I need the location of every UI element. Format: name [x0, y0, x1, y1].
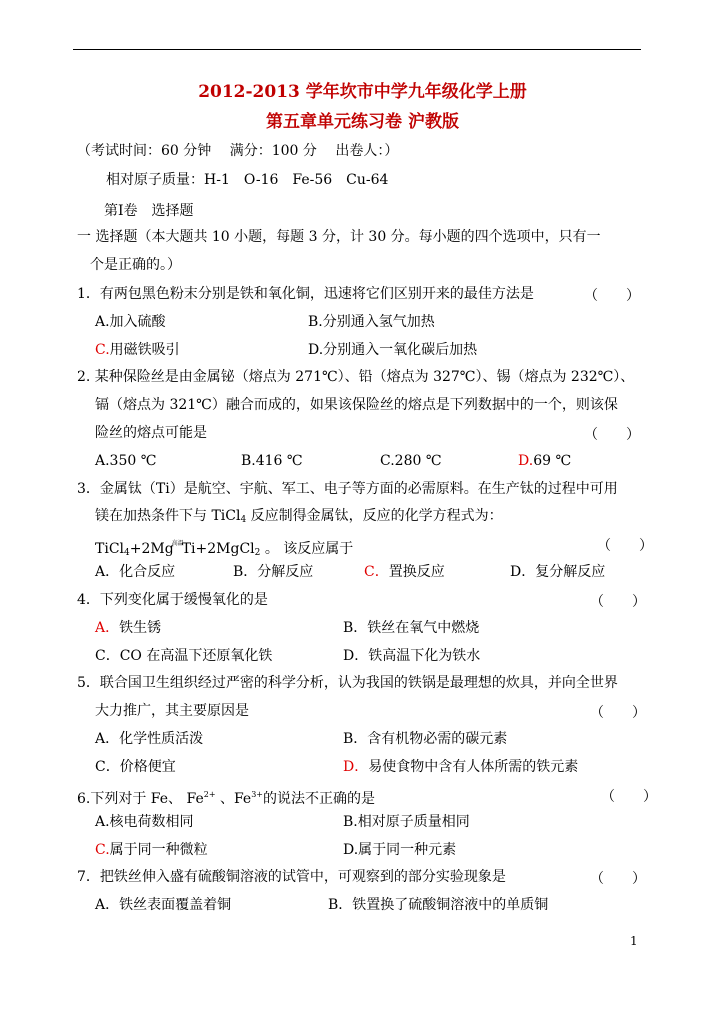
page-number: 1 [630, 934, 638, 948]
question-4-stem: 4．下列变化属于缓慢氧化的是 [77, 592, 268, 608]
doc-title-line-1: 2012-2013 学年坎市中学九年级化学上册 [198, 82, 527, 102]
section-heading-line-1: 一 选择题（本大题共 10 小题，每题 3 分，计 30 分。每小题的四个选项中，只有一 [77, 229, 601, 245]
question-4-option-c: C．CO 在高温下还原氧化铁 [95, 648, 273, 664]
question-6-answer-blank: （ ） [601, 789, 657, 805]
question-5-option-b: B．含有机物必需的碳元素 [343, 731, 508, 747]
question-2-answer-blank: （ ） [584, 427, 640, 443]
question-3-equation: $TiCl_4+2Mg^{高温}Ti+2MgCl_2$ 。 该反应属于 [95, 540, 354, 558]
reaction-condition: 高温 [171, 540, 184, 547]
question-1-option-d: D.分别通入一氧化碳后加热 [308, 342, 478, 358]
question-6-stem: 6.下列对于 Fe、 $Fe^{2+}$ 、$Fe^{3+}$的说法不正确的是 [77, 790, 376, 807]
question-1-answer-blank: （ ） [584, 288, 640, 304]
question-2-option-c: C.280 ℃ [380, 453, 442, 469]
question-1-option-b: B.分别通入氢气加热 [308, 314, 435, 330]
question-2-answer-mark: D. [518, 453, 534, 469]
question-6-answer-mark: C. [95, 842, 110, 858]
question-5-option-c: C．价格便宜 [95, 759, 176, 775]
question-5-option-a: A．化学性质活泼 [95, 731, 204, 747]
question-7-answer-blank: （ ） [590, 871, 646, 887]
doc-title-line-2: 第五章单元练习卷 沪教版 [266, 112, 459, 132]
question-7-option-b: B．铁置换了硫酸铜溶液中的单质铜 [328, 897, 549, 913]
question-5-stem-line-1: 5．联合国卫生组织经过严密的科学分析，认为我国的铁锅是最理想的炊具，并向全世界 [77, 675, 618, 691]
question-2-stem-line-3: 险丝的熔点可能是 [95, 425, 207, 441]
question-3-option-c: C．置换反应 [364, 564, 445, 580]
question-2-option-d: D.69 ℃ [518, 453, 572, 469]
question-6-option-d: D.属于同一种元素 [343, 842, 457, 858]
question-1-option-a: A.加入硫酸 [95, 314, 166, 330]
question-1-answer-mark: C. [95, 342, 110, 358]
question-2-stem-line-1: 2. 某种保险丝是由金属铋（熔点为 271℃）、铅（熔点为 327℃）、锡（熔点为 232℃）、 [77, 369, 635, 385]
question-7-option-a: A．铁丝表面覆盖着铜 [95, 897, 232, 913]
question-4-option-a: A．铁生锈 [95, 620, 162, 636]
question-2-option-a: A.350 ℃ [95, 453, 157, 469]
question-3-stem-line-1: 3．金属钛（Ti）是航空、宇航、军工、电子等方面的必需原料。在生产钛的过程中可用 [77, 481, 618, 497]
question-3-option-a: A．化合反应 [95, 564, 176, 580]
question-7-stem: 7．把铁丝伸入盛有硫酸铜溶液的试管中，可观察到的部分实验现象是 [77, 869, 506, 885]
question-2-stem-line-2: 镉（熔点为 321℃）融合而成的，如果该保险丝的熔点是下列数据中的一个，则该保 [95, 397, 618, 413]
question-3-stem-line-2: 镁在加热条件下与 TiCl$_4$ 反应制得金属钛，反应的化学方程式为： [95, 508, 503, 525]
question-5-answer-mark: D． [343, 759, 369, 775]
question-6-option-a: A.核电荷数相同 [95, 814, 194, 830]
section-heading-line-2: 个是正确的。） [90, 257, 181, 273]
volume-label: 第Ⅰ卷 选择题 [104, 203, 194, 219]
atomic-mass-info: 相对原子质量：H-1 O-16 Fe-56 Cu-64 [106, 172, 389, 188]
question-3-answer-mark: C． [364, 564, 389, 580]
question-3-answer-blank: （ ） [597, 538, 653, 554]
exam-info: （考试时间：60 分钟 满分：100 分 出卷人：） [77, 143, 399, 159]
question-1-stem: 1．有两包黑色粉末分别是铁和氧化铜，迅速将它们区别开来的最佳方法是 [77, 286, 534, 302]
question-4-option-b: B．铁丝在氧气中燃烧 [343, 620, 480, 636]
question-1-option-c: C.用磁铁吸引 [95, 342, 180, 358]
question-2-option-b: B.416 ℃ [241, 453, 303, 469]
question-4-option-d: D．铁高温下化为铁水 [343, 648, 481, 664]
question-6-option-c: C.属于同一种微粒 [95, 842, 208, 858]
question-3-option-d: D．复分解反应 [510, 564, 606, 580]
question-5-answer-blank: （ ） [590, 705, 646, 721]
question-3-option-b: B．分解反应 [233, 564, 314, 580]
header-rule [73, 49, 641, 50]
question-4-answer-blank: （ ） [590, 594, 646, 610]
question-6-option-b: B.相对原子质量相同 [343, 814, 470, 830]
question-5-stem-line-2: 大力推广，其主要原因是 [95, 703, 249, 719]
question-4-answer-mark: A． [95, 620, 120, 636]
question-5-option-d: D．易使食物中含有人体所需的铁元素 [343, 759, 579, 775]
